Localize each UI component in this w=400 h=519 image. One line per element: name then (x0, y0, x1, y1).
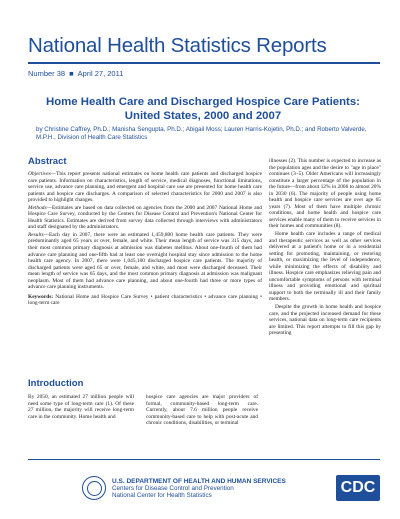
issue-line (28, 69, 123, 78)
issue-number: Number 38 (28, 69, 66, 78)
issue-date: April 27, 2011 (77, 69, 124, 78)
footer-nchs: National Center for Health Statistics (112, 492, 212, 499)
abstract-objectives (28, 171, 262, 204)
right-paragraph: illnesses (2). This number is expected to increase as the population ages and the desire to "age in place" continues (3–5). Older Americans will increasingly constitute a larger percentage of the population in the future—from about 12% in 2006 to almost 20% in 2030 (6). The majority of people using home health and hospice care services are over age 65 years (7). Most of them have multiple chronic conditions, and home health and hospice care services enable many of them to receive services in their homes and communities (8). (269, 158, 381, 230)
results-text: —Each day in 2007, there were an estimated 1,459,800 home health care patients. They were predominantly aged 65 years or over, female, and white. Their mean length of service was 315 days, and their most common primary diagnosis at admission was diabetes mellitus. About one-fourth of them had advance care planning and one-fifth had at least one overnight hospital stay since admission to the home health care agency. In 2007, there were 1,045,100 discharged hospice care patients. The majority of discharged patients were aged 65 or over, female, and white, and most were discharged deceased. Their mean length of service was 65 days, and the most common primary diagnosis at admission was malignant neoplasm. Most of them had advance care planning, and about one-fourth had three or more types of advance care planning instruments. (28, 231, 262, 291)
introduction-column-1: By 2050, an estimated 27 million people will need some type of long-term care (1). Of these 27 million, the majority will receive long-term care in the community. Home health and (28, 394, 134, 420)
right-paragraph: Home health care includes a range of medical and therapeutic services as well as other services delivered at a patient's home or in a residential setting for promoting, maintaining, or restoring health, or maximizing the level of independence, while minimizing the effects of disability and illness. Hospice care emphasizes relieving pain and uncomfortable symptoms of persons with terminal illness and providing emotional and spiritual support to both the terminally ill and their family members. (269, 231, 381, 303)
abstract-methods (28, 205, 262, 231)
masthead-rule (28, 62, 380, 64)
abstract-heading: Abstract (28, 156, 67, 167)
footer-agency-block (112, 478, 286, 499)
abstract-body (28, 171, 262, 308)
results-label: Results (28, 231, 44, 238)
introduction-heading: Introduction (28, 378, 84, 389)
keywords-text: National Home and Hospice Care Survey • patient characteristics • advance care planning • long-term care (28, 293, 262, 307)
abstract-results (28, 232, 262, 291)
publication-masthead: National Health Statistics Reports (28, 34, 327, 57)
hhs-seal-icon (82, 476, 106, 500)
methods-label: Methods (28, 204, 47, 211)
abstract-keywords (28, 294, 262, 307)
right-paragraph: Despite the growth in home health and hospice care, and the projected increased demand for these services, national data on long-term care recipients are limited. This report attempts to fill this gap by presenting (269, 304, 381, 337)
keywords-label: Keywords: (28, 293, 54, 300)
methods-text: —Estimates are based on data collected on agencies from the 2000 and 2007 National Home and Hospice Care Survey, conducted by the Centers for Disease Control and Prevention's National Center for Health Statistics. Estimates are derived from survey data collected through interviews with administrators and staff designated by the administrators. (28, 204, 262, 231)
cdc-logo: CDC (336, 475, 380, 501)
author-line: by Christine Caffrey, Ph.D.; Manisha Sengupta, Ph.D.; Abigail Moss; Lauren Harris-Kojetin, Ph.D.; and Roberto Valverde, M.P.H., Division of Health Care Statistics (36, 126, 367, 141)
objectives-label: Objectives (28, 171, 51, 177)
report-title: Home Health Care and Discharged Hospice Care Patients: United States, 2000 and 2007 (46, 96, 360, 122)
footer-rule (28, 459, 380, 460)
introduction-column-2: hospice care agencies are major providers of formal, community-based long-term care. Currently, about 7.6 million people receive community-based care to help with post-acute and chronic conditions, disabilities, or terminal (146, 394, 258, 427)
issue-separator: ■ (69, 69, 74, 78)
footer-cdc: Centers for Disease Control and Prevention (112, 485, 234, 492)
footer-department: U.S. DEPARTMENT OF HEALTH AND HUMAN SERVICES (112, 478, 286, 485)
objectives-text: —This report presents national estimates on home health care patients and discharged hospice care patients. Information on characteristics, length of service, medical diagnoses, functional limitations, service use, advance care planning, and emergent and hospital care use are presented for home health care patients and hospice care discharges. A comparison of selected characteristics for 2000 and 2007 is also provided to highlight changes. (28, 171, 262, 204)
right-column-text (269, 158, 381, 338)
